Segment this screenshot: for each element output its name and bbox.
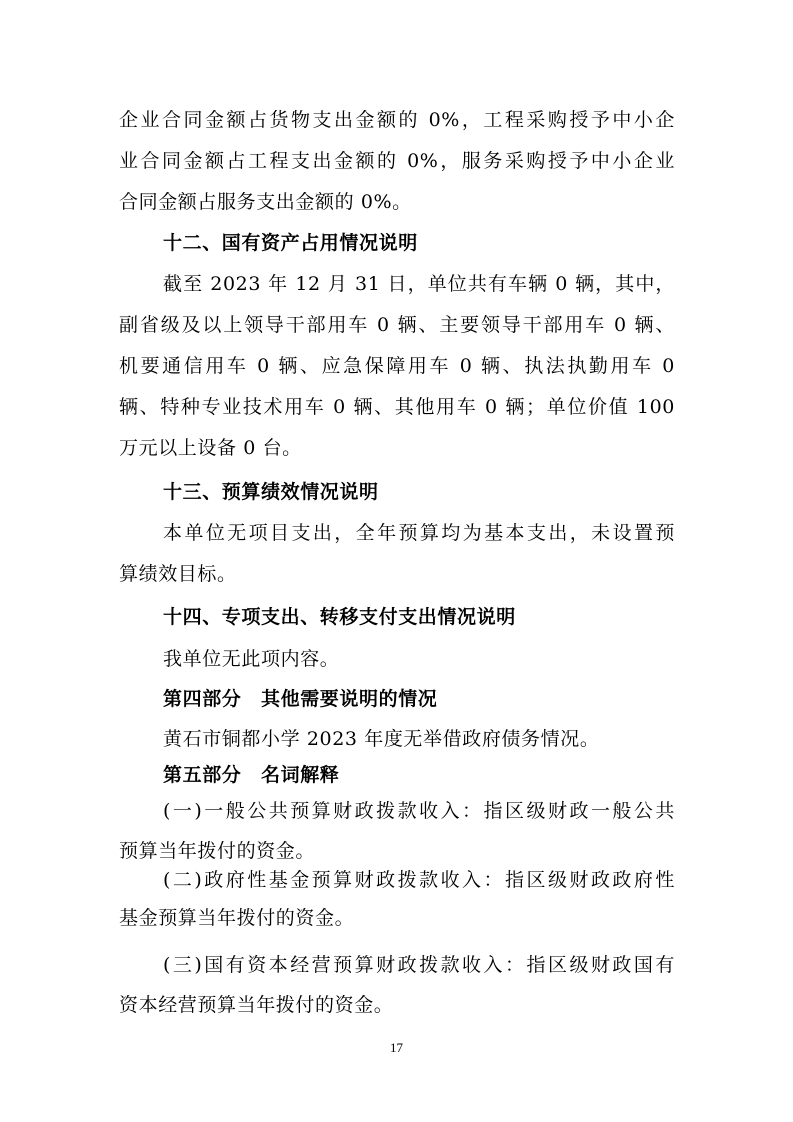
- paragraph-line: 业合同金额占工程支出金额的 0%，服务采购授予中小企业: [119, 150, 675, 172]
- definition-line: (二)政府性基金预算财政拨款收入：指区级财政政府性: [163, 869, 675, 891]
- definition-line: 预算当年拨付的资金。: [119, 840, 316, 862]
- paragraph-line: 黄石市铜都小学 2023 年度无举借政府债务情况。: [163, 728, 600, 750]
- paragraph-line: 合同金额占服务支出金额的 0%。: [119, 191, 412, 213]
- section-heading-12: 十二、国有资产占用情况说明: [163, 232, 418, 254]
- paragraph-line: 副省级及以上领导干部用车 0 辆、主要领导干部用车 0 辆、: [119, 314, 675, 336]
- section-heading-14: 十四、专项支出、转移支付支出情况说明: [163, 606, 516, 628]
- paragraph-line: 万元以上设备 0 台。: [119, 437, 302, 459]
- paragraph-line: 我单位无此项内容。: [163, 648, 340, 670]
- paragraph-line: 企业合同金额占货物支出金额的 0%，工程采购授予中小企: [119, 109, 675, 131]
- definition-line: (三)国有资本经营预算财政拨款收入：指区级财政国有: [163, 954, 675, 976]
- paragraph-line: 算绩效目标。: [119, 563, 237, 585]
- paragraph-line: 辆、特种专业技术用车 0 辆、其他用车 0 辆；单位价值 100: [119, 396, 675, 418]
- section-heading-13: 十三、预算绩效情况说明: [163, 481, 379, 503]
- part-heading-5: 第五部分 名词解释: [163, 764, 340, 786]
- definition-line: 基金预算当年拨付的资金。: [119, 907, 355, 929]
- paragraph-line: 本单位无项目支出，全年预算均为基本支出，未设置预: [163, 522, 675, 544]
- page-number: 17: [390, 1040, 403, 1055]
- paragraph-line: 机要通信用车 0 辆、应急保障用车 0 辆、执法执勤用车 0: [119, 355, 675, 377]
- part-heading-4: 第四部分 其他需要说明的情况: [163, 688, 438, 710]
- definition-line: 资本经营预算当年拨付的资金。: [119, 994, 394, 1016]
- paragraph-line: 截至 2023 年 12 月 31 日，单位共有车辆 0 辆，其中，: [163, 273, 675, 295]
- definition-line: (一)一般公共预算财政拨款收入：指区级财政一般公共: [163, 800, 675, 822]
